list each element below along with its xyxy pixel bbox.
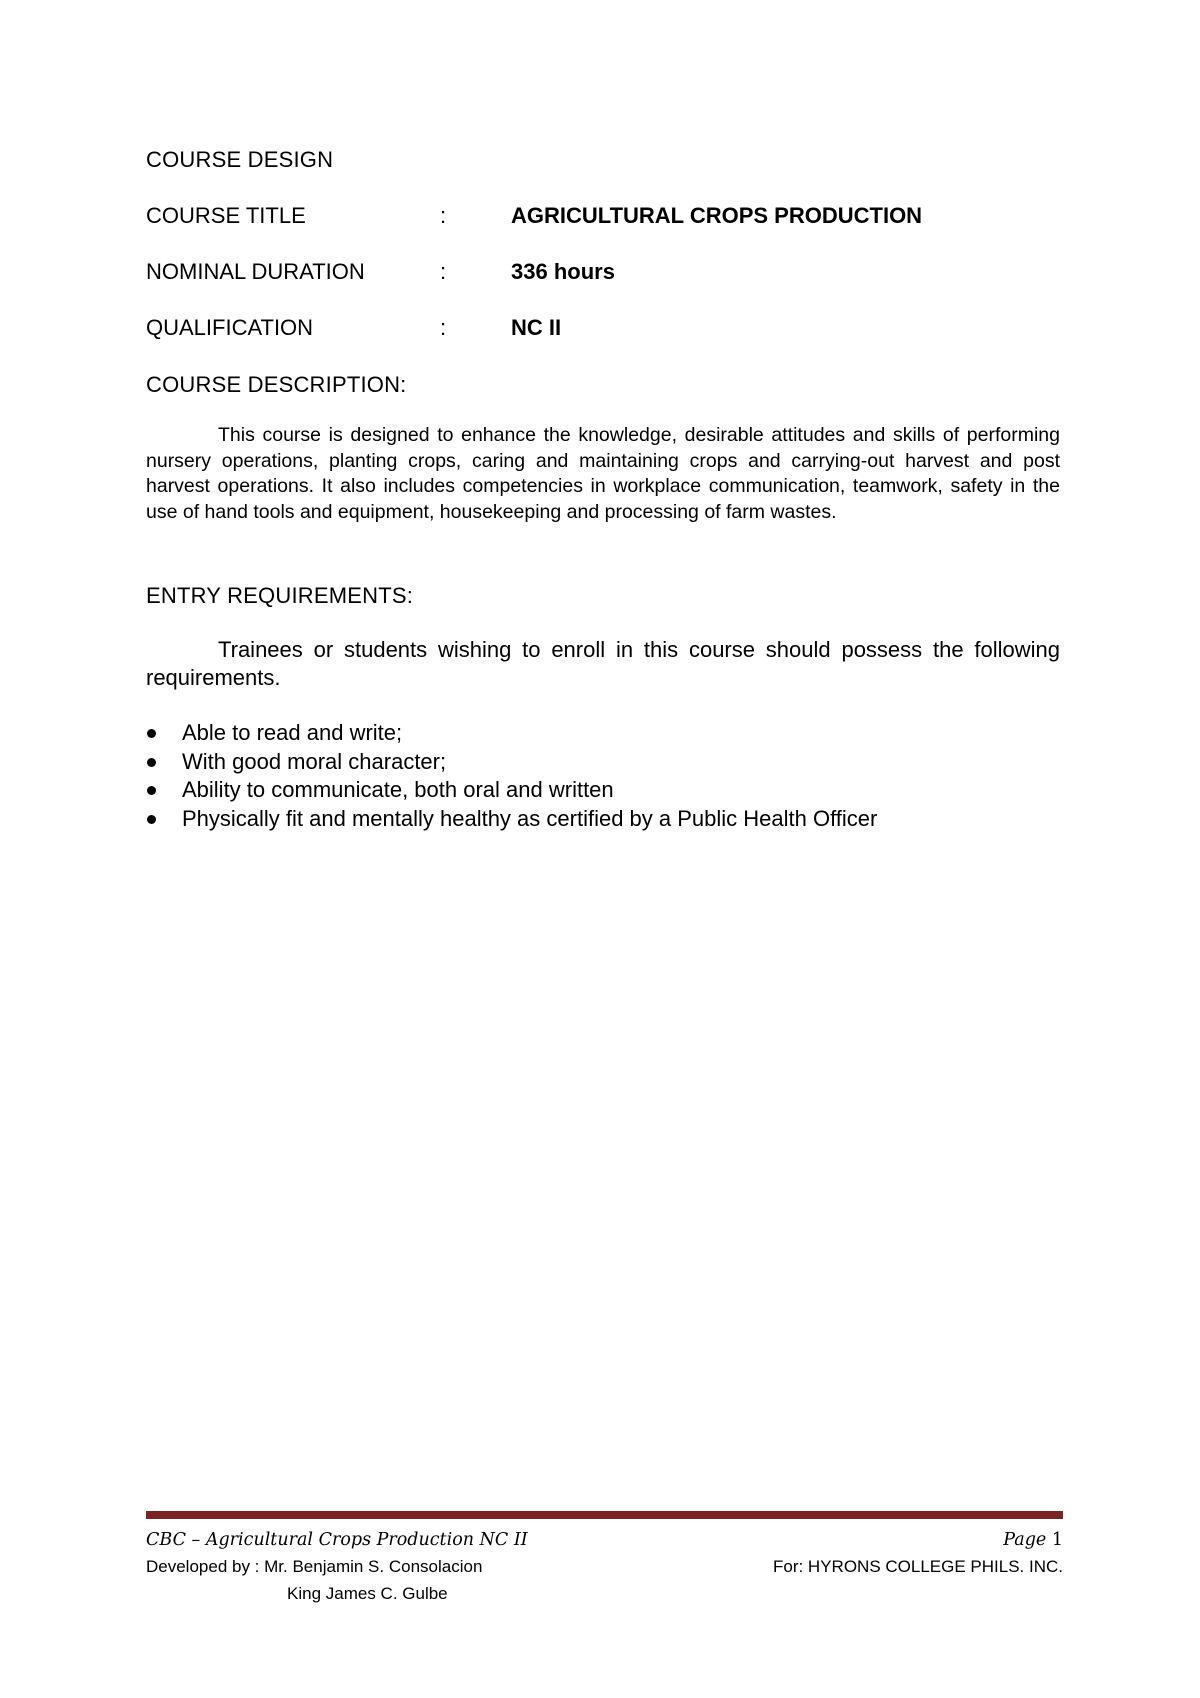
page-label: Page [1003, 1530, 1047, 1550]
footer-divider [146, 1511, 1063, 1519]
course-description-heading: COURSE DESCRIPTION: [146, 372, 407, 397]
qualification-label: QUALIFICATION [146, 315, 314, 340]
footer-for-institution: For: HYRONS COLLEGE PHILS. INC. [772, 1557, 1063, 1576]
course-title-label: COURSE TITLE [146, 203, 306, 228]
requirements-list [146, 719, 1060, 833]
footer-developer-2: King James C. Gulbe [287, 1584, 448, 1603]
list-item [146, 805, 1060, 834]
course-title-colon: : [440, 203, 447, 228]
footer-page-number [1003, 1530, 1063, 1550]
bullet-icon [147, 758, 156, 767]
nominal-duration-row [146, 259, 1046, 289]
list-item [146, 748, 1060, 777]
bullet-icon [147, 815, 156, 824]
qualification-value: NC II [511, 315, 562, 340]
entry-requirements-heading: ENTRY REQUIREMENTS: [146, 583, 414, 608]
nominal-duration-colon: : [440, 259, 447, 284]
bullet-icon [147, 786, 156, 795]
nominal-duration-value: 336 hours [511, 259, 615, 284]
course-title-row [146, 203, 1046, 233]
course-description-text: This course is designed to enhance the knowledge, desirable attitudes and skills of performing nursery operations, planting crops, caring and maintaining crops and carrying-out harvest and post harvest operations. It also includes competencies in workplace communication, teamwork, safety in the use of hand tools and equipment, housekeeping and processing of farm wastes. [146, 424, 1060, 523]
course-title-value: AGRICULTURAL CROPS PRODUCTION [511, 203, 923, 228]
requirement-text: Ability to communicate, both oral and written [182, 777, 614, 802]
list-item [146, 776, 1060, 805]
footer-title: CBC – Agricultural Crops Production NC II [146, 1530, 528, 1550]
bullet-icon [147, 729, 156, 738]
requirement-text: Physically fit and mentally healthy as certified by a Public Health Officer [182, 805, 878, 831]
page-number: 1 [1051, 1530, 1063, 1550]
entry-requirements-text: Trainees or students wishing to enroll in this course should possess the following requirements. [146, 637, 1060, 690]
requirement-text: With good moral character; [182, 748, 447, 774]
qualification-row [146, 315, 1046, 345]
qualification-colon: : [440, 315, 447, 340]
nominal-duration-label: NOMINAL DURATION [146, 259, 365, 284]
page-heading: COURSE DESIGN [146, 147, 334, 172]
requirement-text: Able to read and write; [182, 720, 403, 745]
list-item [146, 719, 1060, 748]
footer-developed-by: Developed by : Mr. Benjamin S. Consolacion [146, 1557, 483, 1576]
